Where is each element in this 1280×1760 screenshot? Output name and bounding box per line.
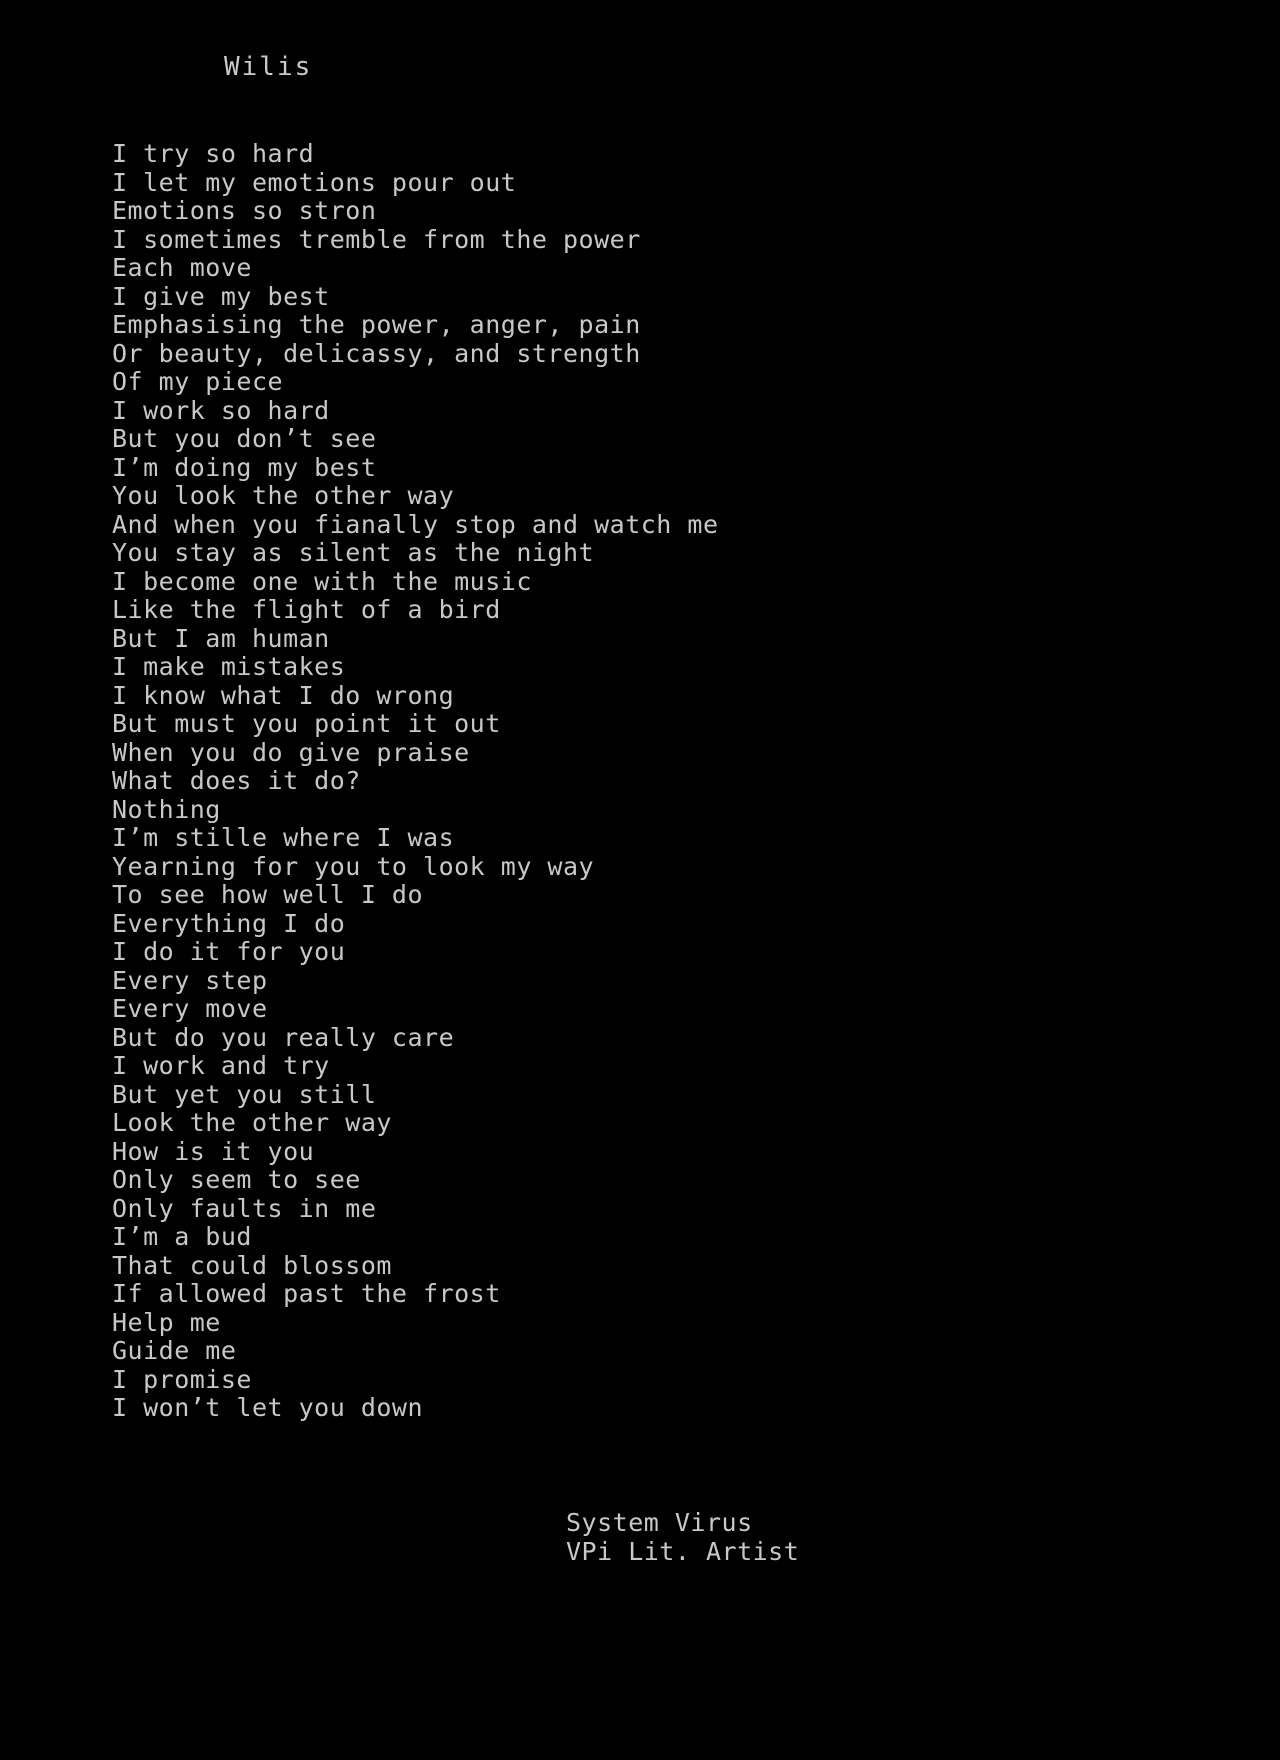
footer-line-credit: VPi Lit. Artist [566,1537,800,1566]
poem-line: Or beauty, delicassy, and strength [112,338,641,368]
poem-line: Every step [112,965,268,995]
poem-line: You look the other way [112,481,455,510]
poem-line: I sometimes tremble from the power [112,224,641,254]
poem-line: But I am human [112,623,330,653]
poem-line: Yearning for you to look my way [112,851,595,881]
poem-line: Emotions so stron [112,196,377,225]
poem-line: I’m doing my best [112,452,377,482]
poem-line: Emphasising the power, anger, pain [112,310,641,339]
poem-line: That could blossom [112,1250,392,1280]
poem-line: How is it you [112,1136,315,1166]
poem-line: Nothing [112,794,221,824]
poem-line: But you don’t see [112,424,377,453]
poem-line: But yet you still [112,1079,377,1109]
document-footer [566,1508,1166,1566]
poem-line: Everything I do [112,908,346,938]
poem-line: Each move [112,253,252,282]
footer-line-author: System Virus [566,1508,753,1537]
poem-line: You stay as silent as the night [112,538,595,567]
poem-line: I’m a bud [112,1222,252,1251]
poem-line: To see how well I do [112,880,424,909]
poem-line: What does it do? [112,766,361,795]
poem-line: Look the other way [112,1108,392,1137]
poem-line: Of my piece [112,367,284,396]
poem-line: Like the flight of a bird [112,595,501,624]
poem-line: Only faults in me [112,1193,377,1223]
poem-line: I let my emotions pour out [112,167,517,197]
poem-line: I promise [112,1364,252,1394]
poem-line: I’m stille where I was [112,823,455,852]
poem-line: I won’t let you down [112,1393,424,1422]
page-title: Wilis [224,52,313,82]
poem-line: I know what I do wrong [112,680,455,710]
poem-line: I try so hard [112,139,315,168]
poem-line: Only seem to see [112,1165,361,1194]
poem-line: If allowed past the frost [112,1279,501,1308]
poem-line: I become one with the music [112,566,532,596]
poem-line: Help me [112,1307,221,1337]
poem-line: Every move [112,994,268,1023]
poem-line: I make mistakes [112,652,346,681]
poem-line: I work and try [112,1051,330,1080]
poem-line: I give my best [112,281,330,311]
poem-line: Guide me [112,1336,237,1365]
poem-line: I work so hard [112,395,330,425]
poem-line: But must you point it out [112,709,501,738]
poem-line: And when you fianally stop and watch me [112,509,719,539]
poem-body [112,140,1162,1423]
poem-line: When you do give praise [112,737,470,767]
poem-line: But do you really care [112,1022,455,1052]
poem-line: I do it for you [112,937,346,966]
